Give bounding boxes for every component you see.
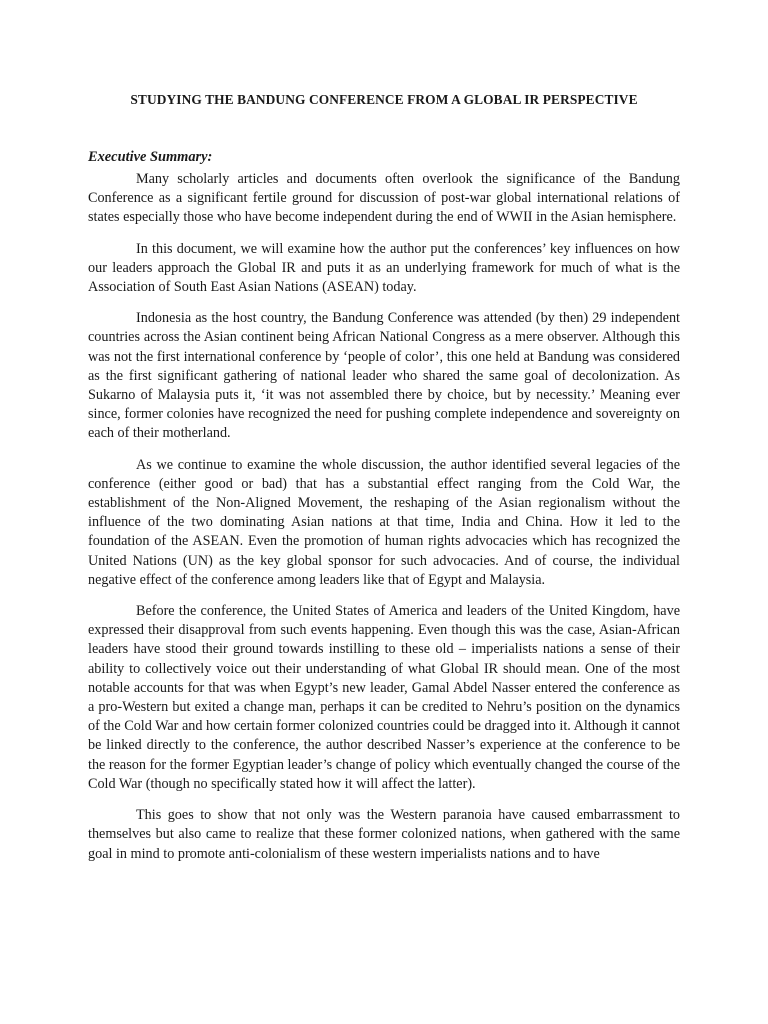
section-heading: Executive Summary: bbox=[88, 149, 213, 165]
document-title: STUDYING THE BANDUNG CONFERENCE FROM A GLOBAL IR PERSPECTIVE bbox=[130, 92, 638, 107]
document-page bbox=[88, 92, 680, 876]
paragraph-6: This goes to show that not only was the Western paranoia have caused embarrassment to themselves but also came to realize that these former colonized nations, when gathered with the same goal in mind to promote anti-colonialism of these western imperialists nations and to have bbox=[88, 807, 680, 862]
paragraph-1: Many scholarly articles and documents often overlook the significance of the Bandung Conference as a significant fertile ground for discussion of post-war global international relations of states especially those who have become independent during the end of WWII in the Asian hemisphere. bbox=[88, 171, 680, 226]
paragraph-5: Before the conference, the United States of America and leaders of the United Kingdom, have expressed their disapproval from such events happening. Even though this was the case, Asian-African leaders have stood their ground towards instilling to these old – imperialists nations a sense of their ability to collectively voice out their understanding of what Global IR should mean. One of the most notable accounts for that was when Egypt’s new leader, Gamal Abdel Nasser entered the conference as a pro-Western but exited a change man, perhaps it can be credited to Nehru’s position on the dynamics of the Cold War and how certain former colonized countries could be dragged into it. Although it cannot be linked directly to the conference, the author described Nasser’s experience at the conference to be the reason for the former Egyptian leader’s change of policy which eventually changed the course of the Cold War (though no specifically stated how it will affect the latter). bbox=[88, 603, 680, 792]
paragraph-4: As we continue to examine the whole discussion, the author identified several legacies of the conference (either good or bad) that has a substantial effect ranging from the Cold War, the establishment of the Non-Aligned Movement, the reshaping of the Asian regionalism without the influence of the two dominating Asian nations at that time, India and China. How it led to the foundation of the ASEAN. Even the promotion of human rights advocacies which has recognized the United Nations (UN) as the key global sponsor for such advocacies. And of course, the individual negative effect of the conference among leaders like that of Egypt and Malaysia. bbox=[88, 456, 680, 588]
paragraph-3: Indonesia as the host country, the Bandung Conference was attended (by then) 29 independent countries across the Asian continent being African National Congress as a mere observer. Although this was not the first international conference by ‘people of color’, this one held at Bandung was considered as the first significant gathering of national leader who shared the same goal of decolonization. As Sukarno of Malaysia puts it, ‘it was not assembled there by choice, but by necessity.’ Meaning ever since, former colonies have recognized the need for pushing complete independence and sovereignty on each of their motherland. bbox=[88, 310, 680, 442]
paragraph-2: In this document, we will examine how the author put the conferences’ key influences on how our leaders approach the Global IR and puts it as an underlying framework for much of what is the Association of South East Asian Nations (ASEAN) today. bbox=[88, 240, 680, 296]
